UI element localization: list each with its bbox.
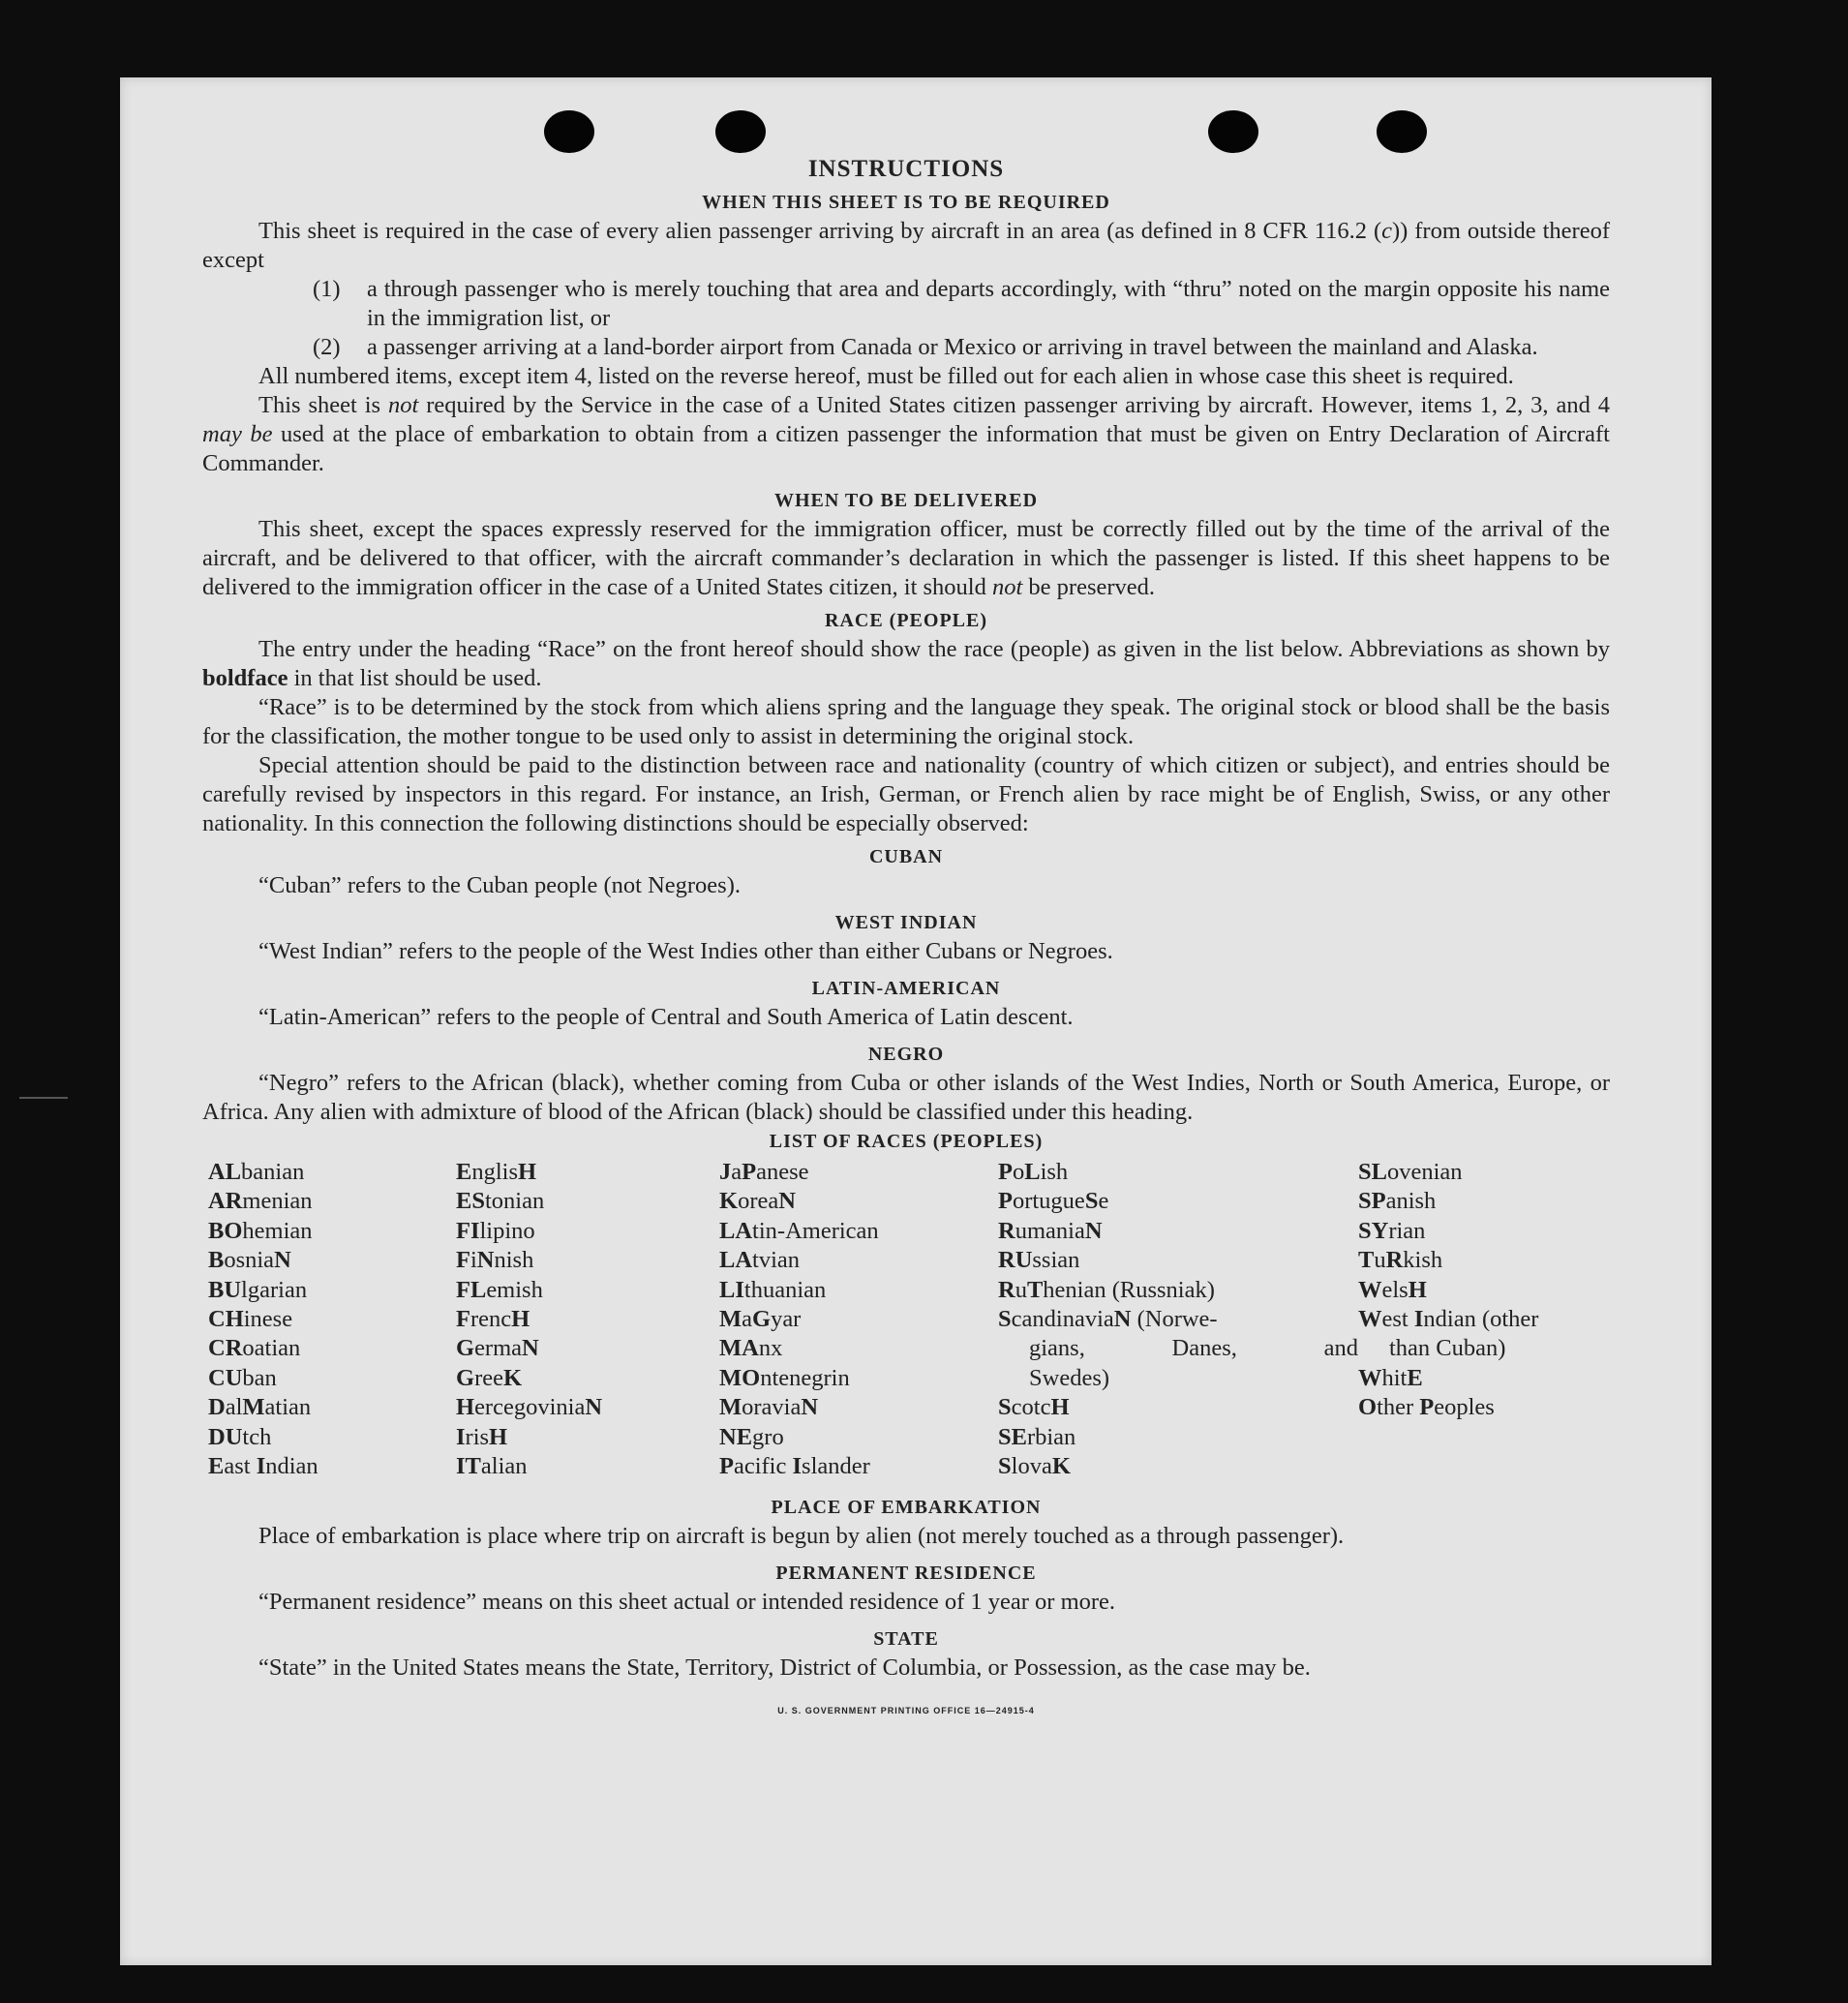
race-entry: SLovenian [1358, 1159, 1463, 1185]
section-heading-cuban: CUBAN [868, 846, 944, 867]
race-entry: ScandinaviaN (Norwe- [998, 1306, 1218, 1333]
paragraph: “State” in the United States means the State, Territory, District of Columbia, or Possession, as the case may be. [258, 1654, 1311, 1682]
text: not [991, 574, 1023, 600]
paragraph [202, 635, 1610, 693]
race-entry: CUban [208, 1364, 277, 1391]
item-text: a passenger arriving at a land-border airport from Canada or Mexico or arriving in travel between the mainland and Alaska. [367, 334, 1538, 360]
paragraph [202, 391, 1610, 478]
race-entry: MOntenegrin [719, 1364, 850, 1391]
race-entry: PoLish [998, 1159, 1069, 1185]
race-entry: DalMatian [208, 1394, 312, 1421]
text: used at the place of embarkation to obtain from a citizen passenger the information that must be given on Entry Declaration of Aircraft Commander. [202, 421, 1610, 476]
race-entry: FLemish [456, 1276, 543, 1303]
paragraph: “Cuban” refers to the Cuban people (not Negroes). [258, 872, 741, 898]
text: This sheet, except the spaces expressly reserved for the immigration officer, must be correctly filled out by the time of the arrival of the aircraft, and be delivered to that officer, with the aircraft commander’s declaration in which the passenger is listed. If this sheet happens to be delivered to the immigration officer in the case of a United States citizen, it should [202, 516, 1610, 600]
race-entry: GreeK [456, 1364, 523, 1391]
race-entry: Other Peoples [1358, 1394, 1495, 1421]
race-column [456, 1158, 719, 1481]
text: may be [202, 421, 273, 447]
race-entry: EStonian [456, 1188, 545, 1215]
race-column [998, 1158, 1358, 1481]
race-entry: SPanish [1358, 1188, 1437, 1215]
paragraph: “Permanent residence” means on this sheet actual or intended residence of 1 year or more. [258, 1589, 1116, 1616]
race-entry: GermaN [456, 1335, 539, 1362]
race-entry: ALbanian [208, 1159, 305, 1185]
text: in that list should be used. [288, 665, 542, 691]
race-entry: than Cuban) [1389, 1335, 1506, 1362]
paragraph: Place of embarkation is place where trip on aircraft is begun by alien (not merely touched as a through passenger). [258, 1523, 1345, 1550]
race-entry: gians, Danes, and [1029, 1335, 1358, 1362]
text: c [1381, 218, 1392, 244]
document-sheet [120, 77, 1712, 1965]
section-heading-latin-american: LATIN-AMERICAN [811, 978, 1001, 999]
section-heading-state: STATE [873, 1628, 939, 1651]
punch-hole [544, 110, 594, 153]
document-title: INSTRUCTIONS [807, 156, 1005, 182]
race-column [208, 1158, 456, 1481]
race-entry: ARmenian [208, 1188, 313, 1215]
race-entry: SlovaK [998, 1453, 1071, 1480]
document-body [202, 155, 1610, 1725]
race-entry: FiNnish [456, 1247, 534, 1274]
paragraph [202, 217, 1610, 275]
race-entry: CHinese [208, 1306, 293, 1333]
paragraph: Special attention should be paid to the distinction between race and nationality (country of which citizen or subject), and entries should be carefully revised by inspectors in this regard. For instance, an Irish, German, or French alien by race might be of English, Swiss, or any other nationality. In this connection the following distinctions should be especially observed: [202, 752, 1610, 836]
item-number: (1) [313, 276, 341, 302]
section-heading-required: WHEN THIS SHEET IS TO BE REQUIRED [702, 192, 1110, 213]
race-entry: WelsH [1358, 1276, 1427, 1303]
text: required by the Service in the case of a United States citizen passenger arriving by aircraft. However, items 1, 2, 3, and 4 [418, 392, 1610, 418]
text: This sheet is [258, 392, 388, 418]
punch-hole [1377, 110, 1427, 153]
race-entry: Pacific Islander [719, 1453, 870, 1480]
section-heading-embarkation: PLACE OF EMBARKATION [771, 1497, 1042, 1519]
paragraph [202, 515, 1610, 602]
scan-mark [19, 1097, 68, 1099]
races-list [208, 1158, 1610, 1481]
race-column [719, 1158, 998, 1481]
race-entry: BUlgarian [208, 1276, 308, 1303]
text: not [387, 392, 419, 418]
race-entry: RumaniaN [998, 1217, 1103, 1244]
race-entry: TuRkish [1358, 1247, 1443, 1274]
race-entry: Swedes) [1029, 1364, 1110, 1391]
list-item [202, 275, 1610, 333]
paragraph: “West Indian” refers to the people of the West Indies other than either Cubans or Negroes. [258, 938, 1113, 964]
race-entry: SYrian [1358, 1217, 1426, 1244]
paragraph: “Race” is to be determined by the stock from which aliens spring and the language they speak. The original stock or blood shall be the basis for the classification, the mother tongue to be used only to assist in determining the original stock. [202, 694, 1610, 749]
printer-imprint: U. S. GOVERNMENT PRINTING OFFICE 16—24915-4 [777, 1706, 1035, 1716]
race-entry: FIlipino [456, 1217, 535, 1244]
race-entry: KoreaN [719, 1188, 796, 1215]
race-entry: RuThenian (Russniak) [998, 1276, 1215, 1303]
race-entry: LAtin-American [719, 1217, 879, 1244]
race-entry: East Indian [208, 1453, 318, 1480]
paragraph: “Negro” refers to the African (black), whether coming from Cuba or other islands of the West Indies, North or South America, Europe, or Africa. Any alien with admixture of blood of the African (black) should be classified under this heading. [202, 1070, 1610, 1125]
text: )) from outside thereof except [202, 218, 1610, 273]
section-heading-west-indian: WEST INDIAN [834, 912, 978, 933]
race-entry: JaPanese [719, 1159, 809, 1185]
race-entry: BosniaN [208, 1247, 291, 1274]
race-entry: EnglisH [456, 1159, 537, 1185]
punch-hole [1208, 110, 1258, 153]
section-heading-negro: NEGRO [867, 1044, 945, 1065]
race-entry: MaGyar [719, 1306, 802, 1333]
paragraph: “Latin-American” refers to the people of Central and South America of Latin descent. [258, 1004, 1074, 1030]
race-entry: LAtvian [719, 1247, 801, 1274]
race-entry: IrisH [456, 1423, 508, 1450]
item-number: (2) [313, 334, 341, 360]
race-entry: MAnx [719, 1335, 783, 1362]
race-entry: SErbian [998, 1423, 1076, 1450]
section-heading-delivered: WHEN TO BE DELIVERED [773, 490, 1039, 511]
list-item [202, 333, 1610, 362]
punch-hole [715, 110, 766, 153]
item-text: a through passenger who is merely touching that area and departs accordingly, with “thru” noted on the margin opposite his name in the immigration list, or [367, 276, 1610, 331]
section-heading-list-of-races: LIST OF RACES (PEOPLES) [769, 1131, 1044, 1152]
race-entry: PortugueSe [998, 1188, 1109, 1215]
text: The entry under the heading “Race” on the front hereof should show the race (people) as given in the list below. Abbreviations as shown by [258, 636, 1610, 662]
section-heading-race: RACE (PEOPLE) [825, 610, 987, 631]
race-entry: WhitE [1358, 1364, 1423, 1391]
text: This sheet is required in the case of every alien passenger arriving by aircraft in an area (as defined in 8 CFR 116.2 ( [258, 218, 1382, 244]
race-entry: HercegoviniaN [456, 1394, 603, 1421]
race-entry: MoraviaN [719, 1394, 819, 1421]
race-entry: West Indian (other [1358, 1306, 1539, 1333]
race-column [1358, 1158, 1616, 1481]
race-entry: DUtch [208, 1423, 272, 1450]
race-entry: RUssian [998, 1247, 1080, 1274]
race-entry: CRoatian [208, 1335, 301, 1362]
text: be preserved. [1022, 574, 1156, 600]
race-entry: BOhemian [208, 1217, 313, 1244]
race-entry: FrencH [456, 1306, 530, 1333]
race-entry: ScotcH [998, 1394, 1070, 1421]
race-entry: LIthuanian [719, 1276, 827, 1303]
race-entry: NEgro [719, 1423, 784, 1450]
race-entry: ITalian [456, 1453, 528, 1480]
section-heading-residence: PERMANENT RESIDENCE [775, 1563, 1037, 1585]
paragraph: All numbered items, except item 4, listed on the reverse hereof, must be filled out for each alien in whose case this sheet is required. [258, 363, 1514, 389]
text: boldface [202, 665, 288, 691]
